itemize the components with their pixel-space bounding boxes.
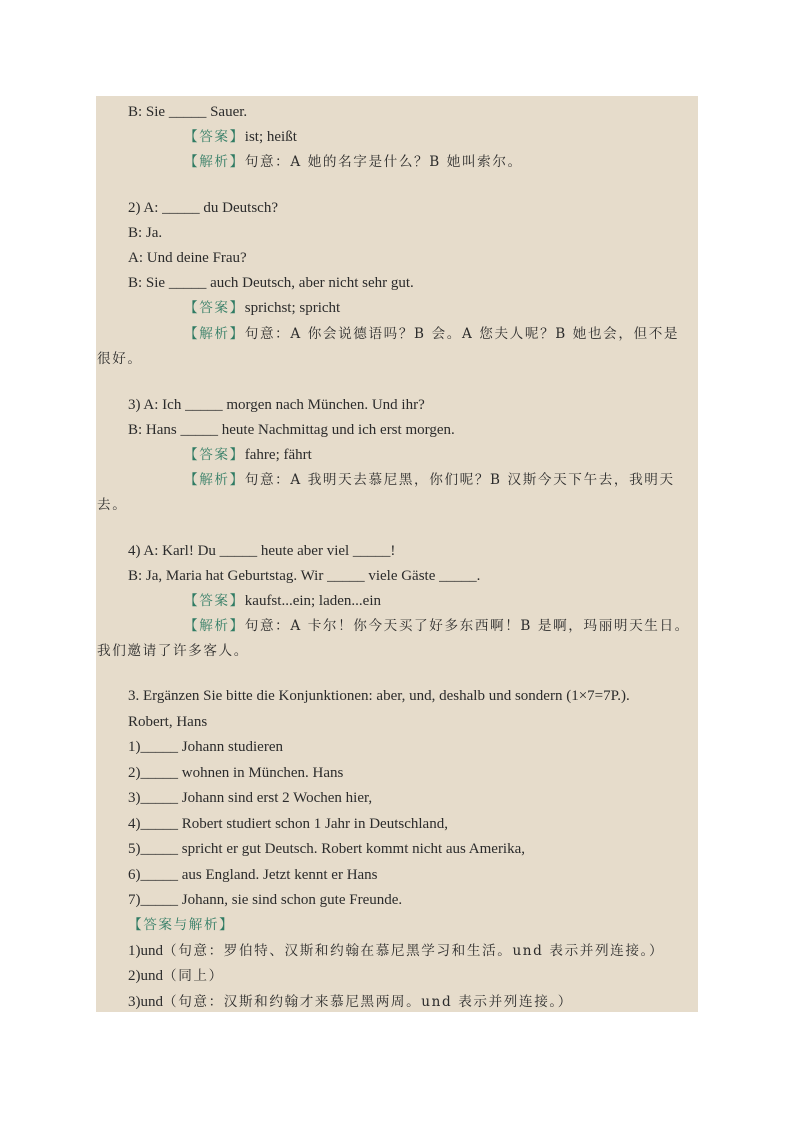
- explanation-tag: 【解析】: [184, 154, 245, 170]
- answer-tag: 【答案】: [184, 593, 245, 609]
- ex3-explanation-cont: 去。: [97, 497, 128, 513]
- section3-intro: Robert, Hans: [128, 714, 208, 730]
- explanation-text: 句意：A 她的名字是什么？B 她叫索尔。: [244, 154, 523, 170]
- ex3-line-1: 3) A: Ich _____ morgen nach München. Und ihr?: [128, 397, 425, 413]
- answer-note: （句意：罗伯特、汉斯和约翰在慕尼黑学习和生活。und 表示并列连接。）: [163, 943, 665, 959]
- answer-tag: 【答案】: [184, 447, 245, 463]
- ex2-line-4: B: Sie _____ auch Deutsch, aber nicht sehr gut.: [128, 275, 414, 291]
- ex2-line-2: B: Ja.: [128, 225, 163, 241]
- ex2-line-1: 2) A: _____ du Deutsch?: [128, 200, 278, 216]
- ex2-line-3: A: Und deine Frau?: [128, 250, 247, 266]
- gap-item-4: 4)_____ Robert studiert schon 1 Jahr in Deutschland,: [128, 816, 448, 832]
- answer-line-3: [128, 992, 573, 1012]
- explanation-text: 句意：A 卡尔！你今天买了好多东西啊！B 是啊，玛丽明天生日。: [244, 618, 690, 634]
- ex4-answer: [184, 591, 381, 611]
- ex4-line-1: 4) A: Karl! Du _____ heute aber viel _____!: [128, 543, 396, 559]
- answers-heading: 【答案与解析】: [128, 917, 235, 933]
- ex1-answer: [184, 127, 297, 147]
- gap-item-2: 2)_____ wohnen in München. Hans: [128, 765, 344, 781]
- ex3-line-2: B: Hans _____ heute Nachmittag und ich erst morgen.: [128, 422, 455, 438]
- answer-note: （同上）: [163, 968, 224, 984]
- ex4-line-2: B: Ja, Maria hat Geburtstag. Wir _____ viele Gäste _____.: [128, 568, 481, 584]
- section3-heading: 3. Ergänzen Sie bitte die Konjunktionen: aber, und, deshalb und sondern (1×7=7P.).: [128, 688, 630, 704]
- explanation-tag: 【解析】: [184, 326, 245, 342]
- explanation-text: 句意：A 我明天去慕尼黑，你们呢？B 汉斯今天下午去，我明天: [244, 472, 675, 488]
- answer-text: ist; heißt: [244, 129, 297, 145]
- gap-item-1: 1)_____ Johann studieren: [128, 739, 283, 755]
- explanation-tag: 【解析】: [184, 472, 245, 488]
- answer-tag: 【答案】: [184, 300, 245, 316]
- explanation-tag: 【解析】: [184, 618, 245, 634]
- ex1-explanation: [184, 152, 523, 172]
- gap-item-6: 6)_____ aus England. Jetzt kennt er Hans: [128, 867, 378, 883]
- ex4-explanation: [184, 616, 690, 636]
- gap-item-3: 3)_____ Johann sind erst 2 Wochen hier,: [128, 790, 373, 806]
- answer-num: 2)und: [128, 968, 163, 984]
- ex2-answer: [184, 298, 340, 318]
- answer-text: fahre; fährt: [244, 447, 312, 463]
- answer-num: 1)und: [128, 943, 163, 959]
- answer-line-1: [128, 941, 664, 961]
- explanation-text: 句意：A 你会说德语吗？B 会。A 您夫人呢？B 她也会，但不是: [244, 326, 680, 342]
- answer-note: （句意：汉斯和约翰才来慕尼黑两周。und 表示并列连接。）: [163, 994, 573, 1010]
- answer-text: sprichst; spricht: [244, 300, 341, 316]
- gap-item-7: 7)_____ Johann, sie sind schon gute Freunde.: [128, 892, 403, 908]
- answer-tag: 【答案】: [184, 129, 245, 145]
- ex1-line-b: B: Sie _____ Sauer.: [128, 104, 248, 120]
- answer-text: kaufst...ein; laden...ein: [244, 593, 381, 609]
- answer-line-2: [128, 966, 224, 986]
- ex2-explanation: [184, 324, 679, 344]
- ex3-explanation: [184, 470, 675, 490]
- ex2-explanation-cont: 很好。: [97, 351, 143, 367]
- answer-num: 3)und: [128, 994, 163, 1010]
- ex4-explanation-cont: 我们邀请了许多客人。: [97, 643, 249, 659]
- gap-item-5: 5)_____ spricht er gut Deutsch. Robert kommt nicht aus Amerika,: [128, 841, 526, 857]
- ex3-answer: [184, 445, 312, 465]
